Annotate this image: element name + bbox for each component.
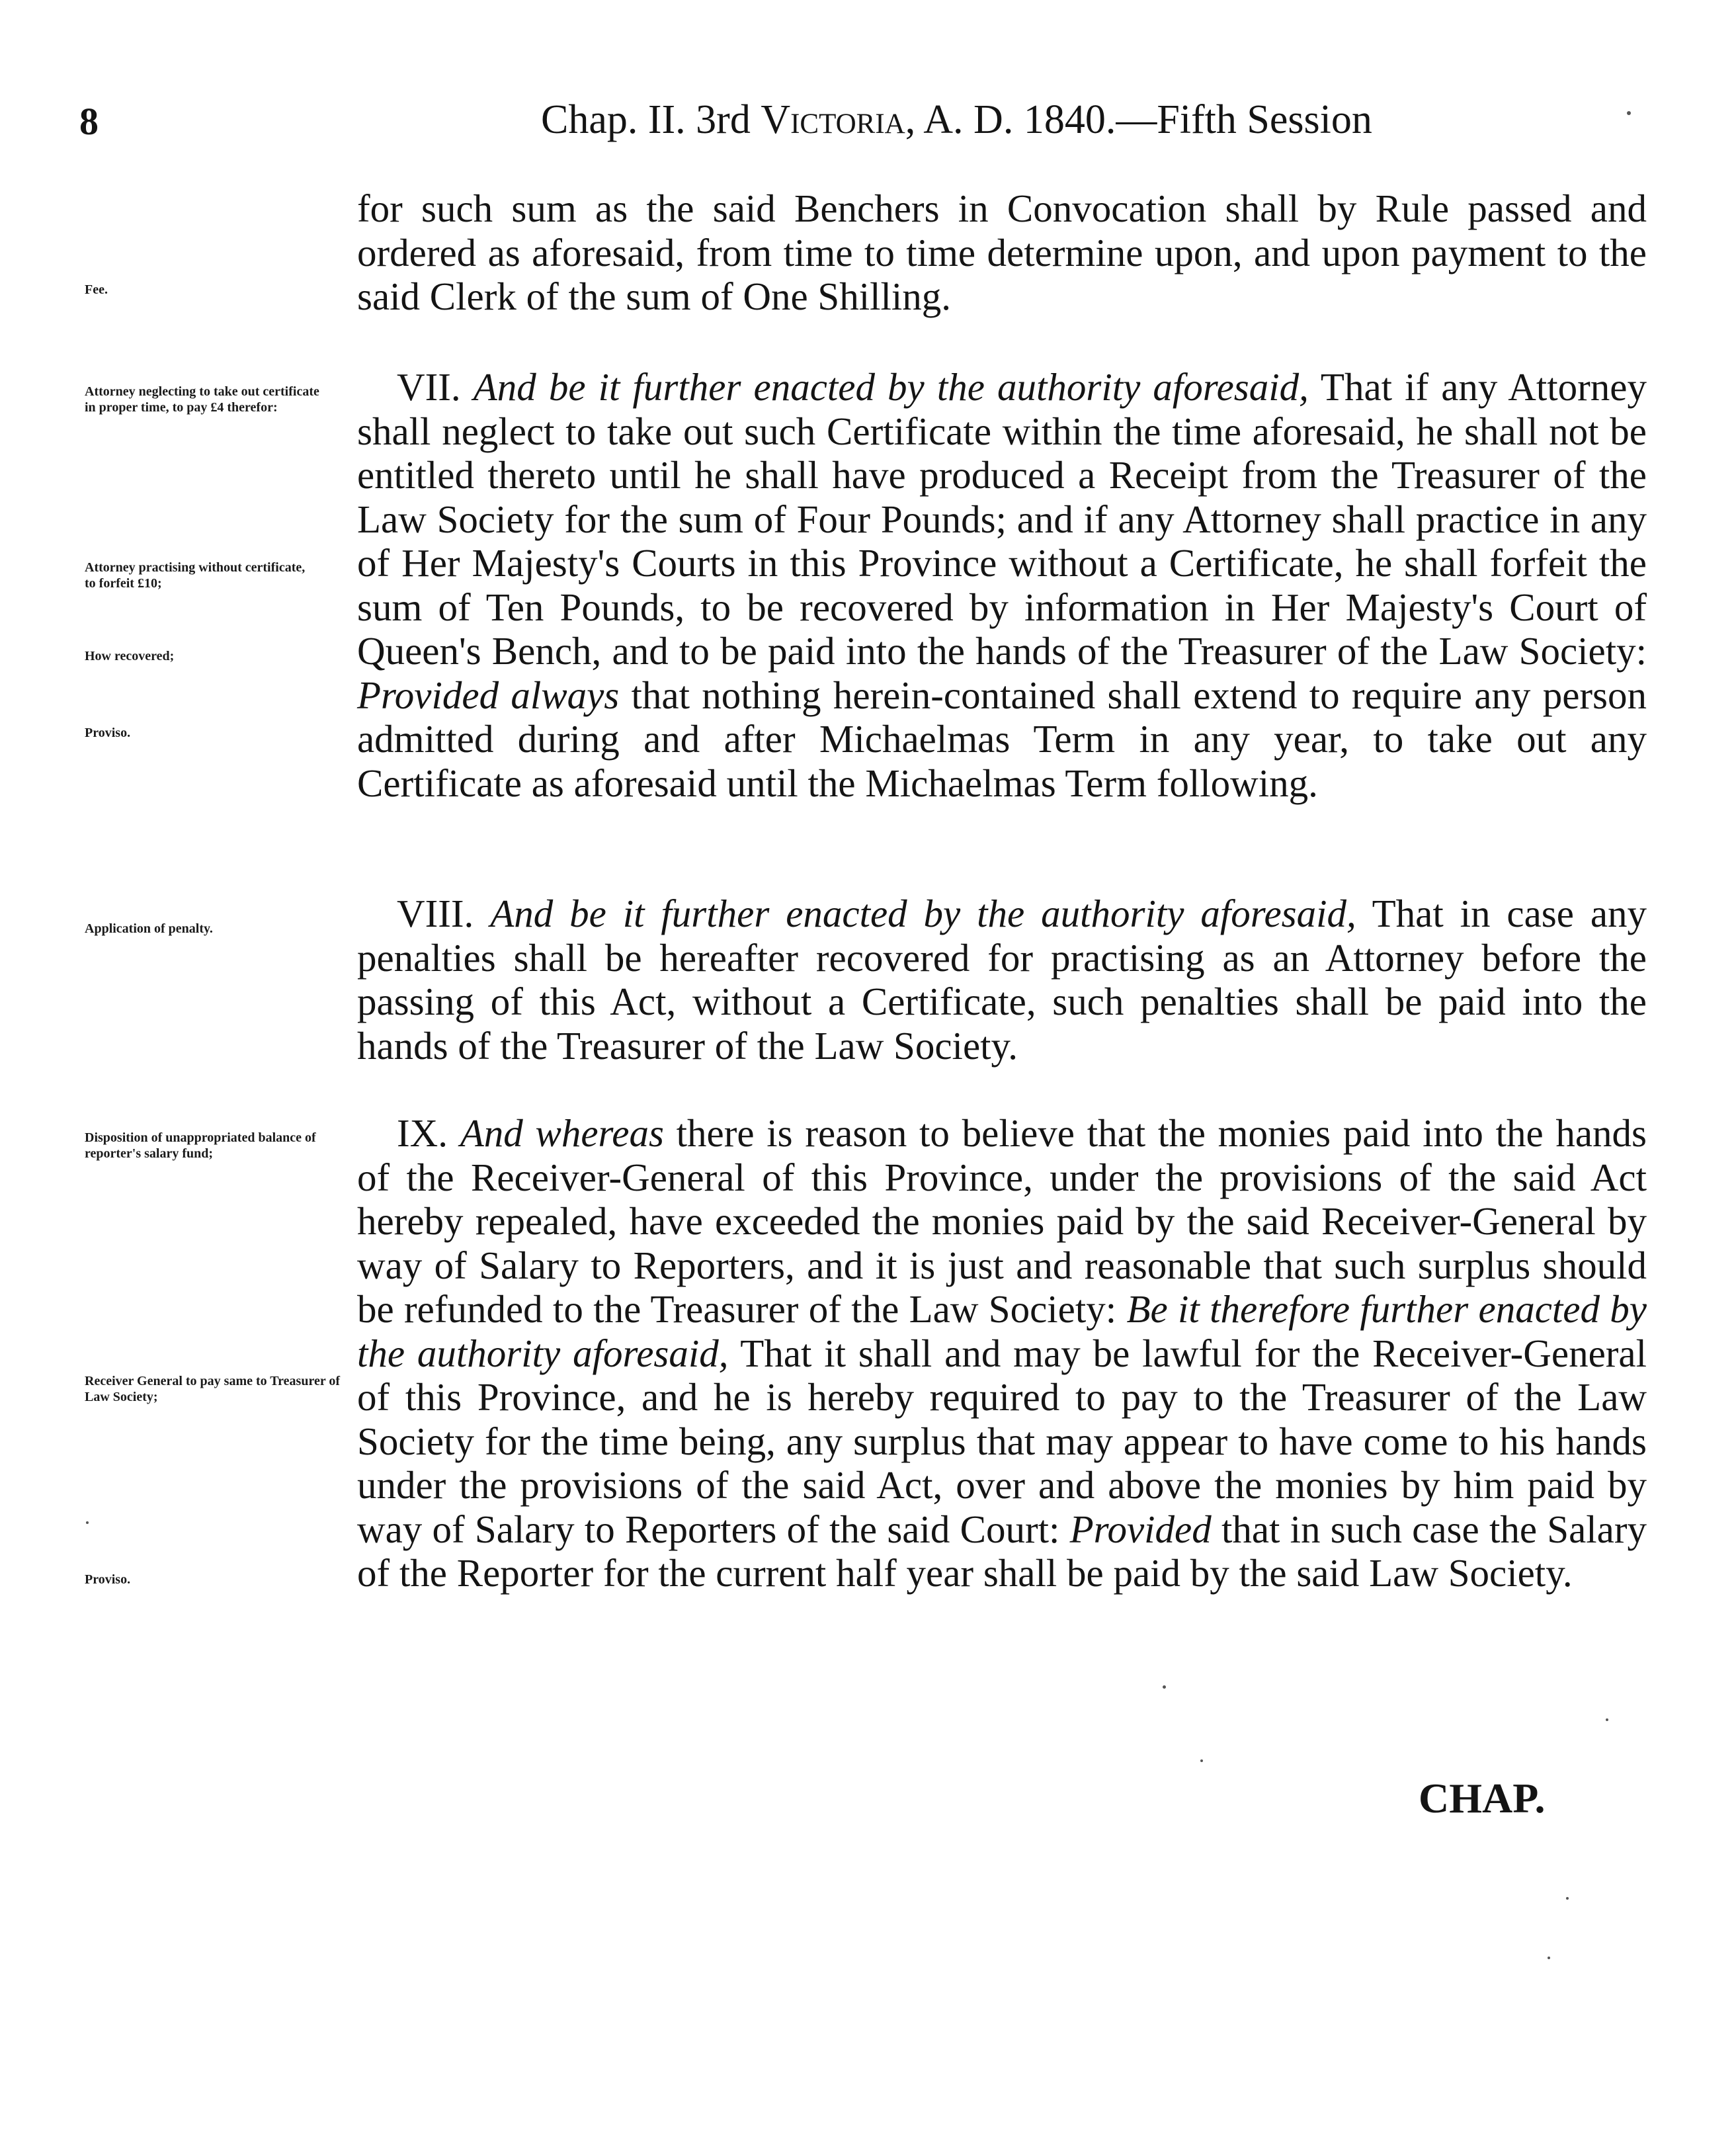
section-9-text-a: there is reason to believe that the monies paid into the hands of the Receiver-General of this Province, under the provisions of the said Act hereby repealed, have exceeded the monies paid by the said Receiver-General by way of Salary to Reporters, and it is just and reasonable that such surplus should be refunded to the Treasurer of the Law Society:	[357, 1111, 1647, 1331]
section-9-whereas: And whereas	[460, 1111, 664, 1155]
running-head-monarch: Victoria	[761, 97, 905, 142]
section-7-text-b: that nothing herein-contained shall extend to require any person admitted during and after Michaelmas Term in any year, to take out any Certificate as aforesaid until the Michaelmas Term following.	[357, 673, 1647, 805]
running-head-chapter: Chap. II.	[541, 97, 686, 142]
section-7-text-a: That if any Attorney shall neglect to take out such Certificate within the time aforesaid, he shall not be entitled thereto until he shall have produced a Receipt from the Treasurer of the Law Society for the sum of Four Pounds; and if any Attorney shall practice in any of Her Majesty's Courts in this Province without a Certificate, he shall forfeit the sum of Ten Pounds, to be recovered by information in Her Majesty's Court of Queen's Bench, and to be paid into the hands of the Treasurer of the Law Society:	[357, 365, 1647, 673]
section-9-proviso-lead: Provided	[1069, 1507, 1212, 1551]
page-number: 8	[79, 100, 99, 143]
scan-speck	[1163, 1685, 1166, 1689]
running-head	[541, 97, 1480, 144]
margin-note-disposition: Disposition of unappropriated balance of reporter's salary fund;	[85, 1130, 316, 1161]
paragraph-continuation: for such sum as the said Benchers in Convocation shall by Rule passed and ordered as aforesaid, from time to time determine upon, and upon payment to the said Clerk of the sum of One Shilling.	[357, 187, 1647, 318]
running-head-regnal: 3rd	[696, 97, 751, 142]
margin-note-application-of-penalty: Application of penalty.	[85, 921, 213, 936]
running-head-date: , A. D. 1840.—Fifth Session	[905, 97, 1372, 142]
section-9-text-b: That it shall and may be lawful for the Receiver-General of this Province, and he is hereby required to pay to the Treasurer of the Law Society for the time being, any surplus that may appear to have come to his hands under the provisions of the said Act, over and above the monies by him paid by way of Salary to Reporters of the said Court:	[357, 1331, 1647, 1551]
section-9	[357, 1111, 1647, 1595]
margin-note-proviso-1: Proviso.	[85, 726, 131, 740]
section-7-enacting-clause: And be it further enacted by the authority aforesaid,	[473, 365, 1309, 409]
section-8-enacting-clause: And be it further enacted by the authority aforesaid,	[490, 892, 1356, 935]
section-9-enacting-clause: Be it therefore further enacted by the authority aforesaid,	[357, 1287, 1647, 1375]
scan-speck	[86, 1521, 89, 1524]
section-9-number: IX.	[397, 1111, 448, 1155]
section-8-text: That in case any penalties shall be hereafter recovered for practising as an Attorney before the passing of this Act, without a Certificate, such penalties shall be paid into the hands of the Treasurer of the Law Society.	[357, 892, 1647, 1068]
margin-note-proviso-2: Proviso.	[85, 1572, 131, 1587]
margin-note-attorney-neglecting: Attorney neglecting to take out certificate in proper time, to pay £4 therefor:	[85, 384, 319, 415]
section-7-proviso-lead: Provided always	[357, 673, 620, 717]
scan-speck	[1566, 1897, 1569, 1900]
section-8	[357, 892, 1647, 1068]
margin-note-attorney-practising: Attorney practising without certificate, to forfeit £10;	[85, 560, 306, 591]
section-8-number: VIII.	[397, 892, 474, 935]
margin-note-fee: Fee.	[85, 282, 108, 297]
section-7-number: VII.	[397, 365, 461, 409]
catchword: CHAP.	[1419, 1775, 1546, 1822]
scan-speck	[1200, 1759, 1203, 1762]
scan-speck	[1627, 111, 1631, 115]
margin-note-receiver-general: Receiver General to pay same to Treasurer of Law Society;	[85, 1374, 341, 1404]
margin-note-how-recovered: How recovered;	[85, 649, 175, 663]
section-9-text-c: that in such case the Salary of the Reporter for the current half year shall be paid by the said Law Society.	[357, 1507, 1647, 1595]
scan-speck	[1606, 1718, 1608, 1721]
scan-speck	[1548, 1957, 1550, 1959]
section-7	[357, 365, 1647, 805]
